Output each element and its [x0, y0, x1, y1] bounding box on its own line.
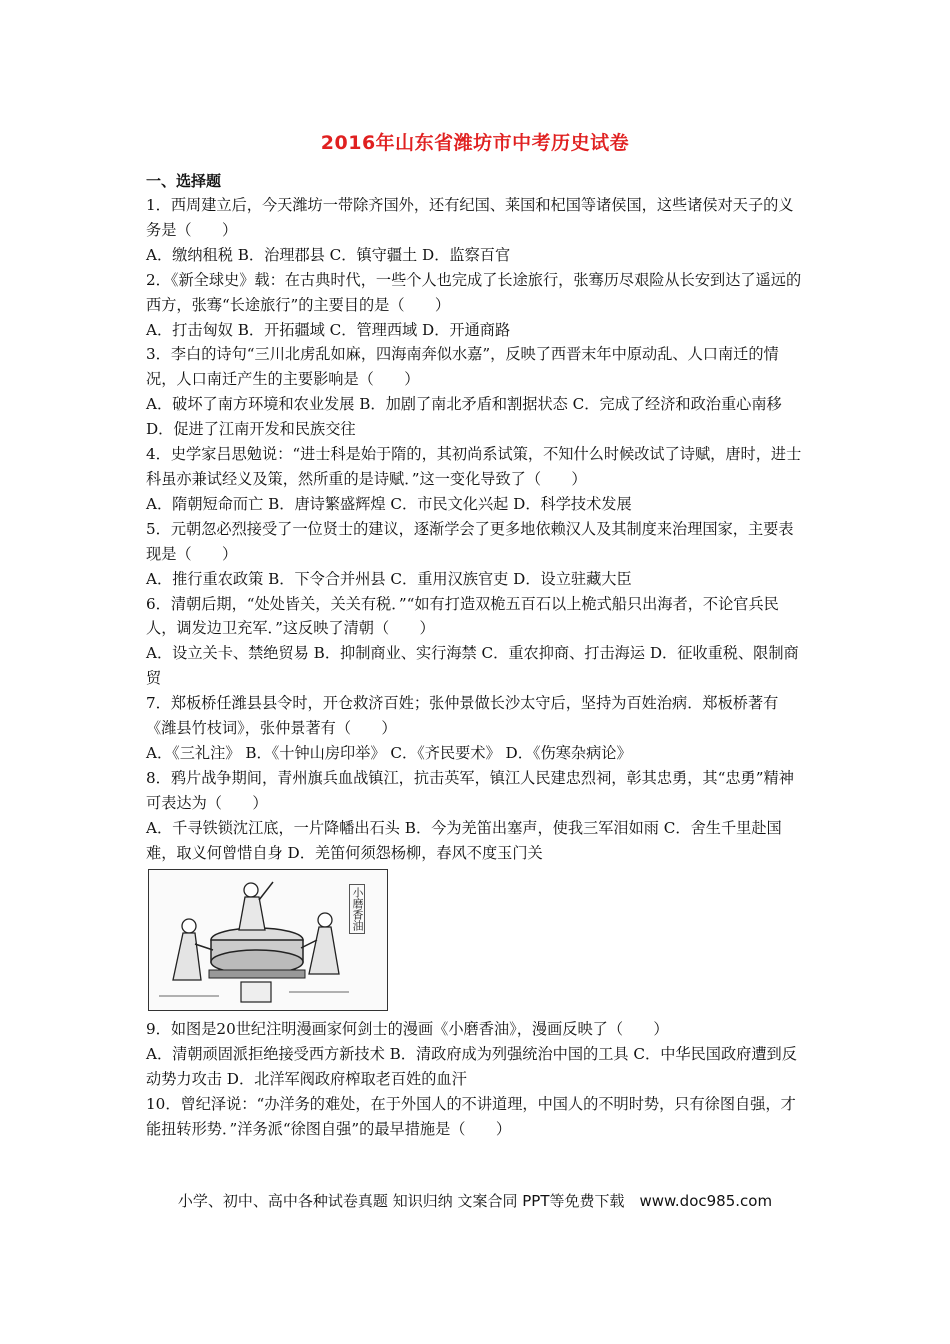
question-4-stem: 4．史学家吕思勉说：“进士科是始于隋的，其初尚系试策，不知什么时候改试了诗赋，唐时，进士科虽亦兼试经义及策，然所重的是诗赋．”这一变化导致了（ ）: [146, 445, 802, 488]
question-8-stem: 8．鸦片战争期间，青州旗兵血战镇江，抗击英军，镇江人民建忠烈祠，彰其忠勇，其“忠勇”精神可表达为（ ）: [146, 768, 794, 812]
question-6-options: A．设立关卡、禁绝贸易 B．抑制商业、实行海禁 C．重农抑商、打击海运 D．征收重税、限制商贸: [146, 644, 799, 688]
question-1-options: A．缴纳租税 B．治理郡县 C．镇守疆土 D．监察百官: [146, 245, 511, 264]
question-8-options: A．千寻铁锁沈江底，一片降幡出石头 B．今为羌笛出塞声，使我三军泪如雨 C．舍生千里赴国难，取义何曾惜自身 D．羌笛何须怨杨柳，春风不度玉门关: [146, 818, 782, 862]
question-3-options: A．破坏了南方环境和农业发展 B．加剧了南北矛盾和割据状态 C．完成了经济和政治重心南移 D．促进了江南开发和民族交往: [146, 395, 782, 439]
page-title: 2016年山东省潍坊市中考历史试卷: [320, 132, 630, 154]
question-5-stem: 5．元朝忽必烈接受了一位贤士的建议，逐渐学会了更多地依赖汉人及其制度来治理国家，主要表现是（ ）: [146, 519, 794, 563]
question-10-stem: 10．曾纪泽说：“办洋务的难处，在于外国人的不讲道理，中国人的不明时势，只有徐图自强，才能扭转形势．”洋务派“徐图自强”的最早措施是（ ）: [146, 1095, 796, 1139]
question-list: [146, 193, 808, 1142]
question-6-stem: 6．清朝后期，“处处皆关，关关有税．”“如有打造双桅五百石以上桅式船只出海者，不论官兵民人，调发边卫充军．”这反映了清朝（ ）: [146, 594, 779, 638]
section-heading: 一、选择题: [146, 172, 222, 190]
question-7-stem: 7．郑板桥任潍县县令时，开仓救济百姓；张仲景做长沙太守后，坚持为百姓治病．郑板桥著有《潍县竹枝词》，张仲景著有（ ）: [146, 694, 779, 738]
page-footer: 小学、初中、高中各种试卷真题 知识归纳 文案合同 PPT等免费下载 www.doc985.com: [177, 1192, 773, 1210]
question-3-stem: 3．李白的诗句“三川北虏乱如麻，四海南奔似水嘉”，反映了西晋末年中原动乱、人口南迁的情况，人口南迁产生的主要影响是（ ）: [146, 345, 779, 389]
question-9-stem: 9．如图是20世纪注明漫画家何剑士的漫画《小磨香油》，漫画反映了（ ）: [146, 1020, 669, 1039]
question-5-options: A．推行重农政策 B．下令合并州县 C．重用汉族官吏 D．设立驻藏大臣: [146, 569, 632, 588]
question-2-stem: 2．《新全球史》载：在古典时代，一些个人也完成了长途旅行，张骞历尽艰险从长安到达了遥远的西方，张骞“长途旅行”的主要目的是（ ）: [146, 270, 802, 314]
question-1-stem: 1．西周建立后，今天潍坊一带除齐国外，还有纪国、莱国和杞国等诸侯国，这些诸侯对天子的义务是（ ）: [146, 196, 794, 239]
question-4-options: A．隋朝短命而亡 B．唐诗繁盛辉煌 C．市民文化兴起 D．科学技术发展: [146, 494, 632, 513]
question-9-options: A．清朝顽固派拒绝接受西方新技术 B．清政府成为列强统治中国的工具 C．中华民国政府遭到反动势力攻击 D．北洋军阀政府榨取老百姓的血汗: [146, 1045, 797, 1089]
cartoon-caption: 小磨香油: [349, 884, 365, 934]
question-2-options: A．打击匈奴 B．开拓疆域 C．管理西域 D．开通商路: [146, 320, 511, 339]
question-7-options: A．《三礼注》 B．《十钟山房印举》 C．《齐民要术》 D．《伤寒杂病论》: [146, 743, 632, 762]
cartoon-figure: [148, 869, 388, 1011]
